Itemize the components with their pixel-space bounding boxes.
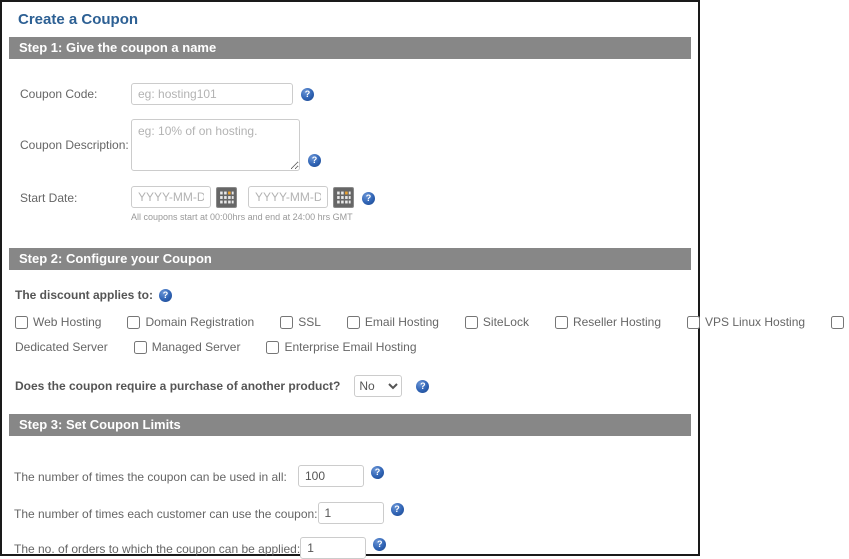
coupon-per-customer-label: The number of times each customer can use the coupon: [14,507,318,521]
coupon-total-uses-label: The number of times the coupon can be used in all: [14,470,287,484]
start-date-row [20,186,698,222]
checkbox-reseller-hosting[interactable] [555,316,568,329]
coupon-description-label: Coupon Description: [20,138,129,152]
checkbox-item-domain-registration[interactable] [127,315,254,329]
coupon-total-uses-help-icon[interactable]: ? [371,466,384,479]
checkbox-label: Web Hosting [33,315,102,329]
start-date-label: Start Date: [20,191,78,205]
discount-applies-help-icon[interactable]: ? [159,289,172,302]
end-date-input[interactable] [248,186,328,208]
purchase-required-label: Does the coupon require a purchase of another product? [15,379,341,393]
coupon-total-uses-input[interactable] [298,465,364,487]
checkbox-label: Email Hosting [364,315,439,329]
coupon-total-uses-row [14,465,698,487]
step2-header: Step 2: Configure your Coupon [9,248,691,270]
coupon-description-textarea[interactable] [131,119,300,171]
coupon-code-label: Coupon Code: [20,87,98,101]
checkbox-item-ssl[interactable] [280,315,321,329]
checkbox-label: Enterprise Email Hosting [284,340,417,354]
coupon-orders-help-icon[interactable]: ? [373,538,386,551]
checkbox-vps-linux-hosting[interactable] [687,316,700,329]
coupon-per-customer-help-icon[interactable]: ? [391,503,404,516]
checkbox-item-email-hosting[interactable] [347,315,439,329]
checkbox-label: Managed Server [151,340,241,354]
start-date-help-icon[interactable]: ? [362,192,375,205]
product-checkbox-row-1 [15,315,806,329]
checkbox-item-vps-linux-hosting[interactable] [687,315,805,329]
coupon-code-row [20,83,698,105]
coupon-code-input[interactable] [131,83,293,105]
checkbox-item-reseller-hosting[interactable] [555,315,661,329]
coupon-code-help-icon[interactable]: ? [301,88,314,101]
checkbox-managed-server[interactable] [134,341,147,354]
calendar-icon [335,189,352,206]
checkbox-label: VPS Linux Hosting [705,315,806,329]
checkbox-label-dedicated-server[interactable]: Dedicated Server [15,340,108,354]
checkbox-item-sitelock[interactable] [465,315,529,329]
checkbox-item-dedicated-server[interactable] [831,316,849,329]
step3-header: Step 3: Set Coupon Limits [9,414,691,436]
purchase-required-select[interactable] [354,375,402,397]
checkbox-dedicated-server[interactable] [831,316,844,329]
checkbox-label: SSL [298,315,321,329]
coupon-orders-row [14,537,698,559]
start-date-calendar-button[interactable] [216,187,237,208]
end-date-calendar-button[interactable] [333,187,354,208]
checkbox-domain-registration[interactable] [127,316,140,329]
checkbox-item-managed-server[interactable] [134,340,241,354]
coupon-description-row [20,119,698,171]
checkbox-web-hosting[interactable] [15,316,28,329]
start-date-input[interactable] [131,186,211,208]
start-date-fields [131,186,375,222]
purchase-required-help-icon[interactable]: ? [416,380,429,393]
checkbox-enterprise-email-hosting[interactable] [266,341,279,354]
checkbox-label: SiteLock [482,315,529,329]
coupon-time-note: All coupons start at 00:00hrs and end at 24:00 hrs GMT [131,212,353,222]
coupon-description-wrap [131,119,321,171]
discount-applies-label: The discount applies to: [15,288,154,302]
checkbox-label: Reseller Hosting [572,315,661,329]
product-checkbox-row-2 [15,340,691,354]
coupon-per-customer-input[interactable] [318,502,384,524]
coupon-orders-input[interactable] [300,537,366,559]
checkbox-email-hosting[interactable] [347,316,360,329]
step1-header: Step 1: Give the coupon a name [9,37,691,59]
page-title: Create a Coupon [18,11,139,28]
coupon-orders-label: The no. of orders to which the coupon can be applied: [14,542,301,556]
checkbox-label: Domain Registration [145,315,255,329]
checkbox-item-web-hosting[interactable] [15,315,101,329]
discount-applies-row [15,288,698,302]
checkbox-item-enterprise-email-hosting[interactable] [266,340,416,354]
coupon-per-customer-row [14,502,698,524]
calendar-icon [218,189,235,206]
checkbox-sitelock[interactable] [465,316,478,329]
coupon-description-help-icon[interactable]: ? [308,154,321,167]
purchase-required-row [15,375,698,397]
checkbox-ssl[interactable] [280,316,293,329]
